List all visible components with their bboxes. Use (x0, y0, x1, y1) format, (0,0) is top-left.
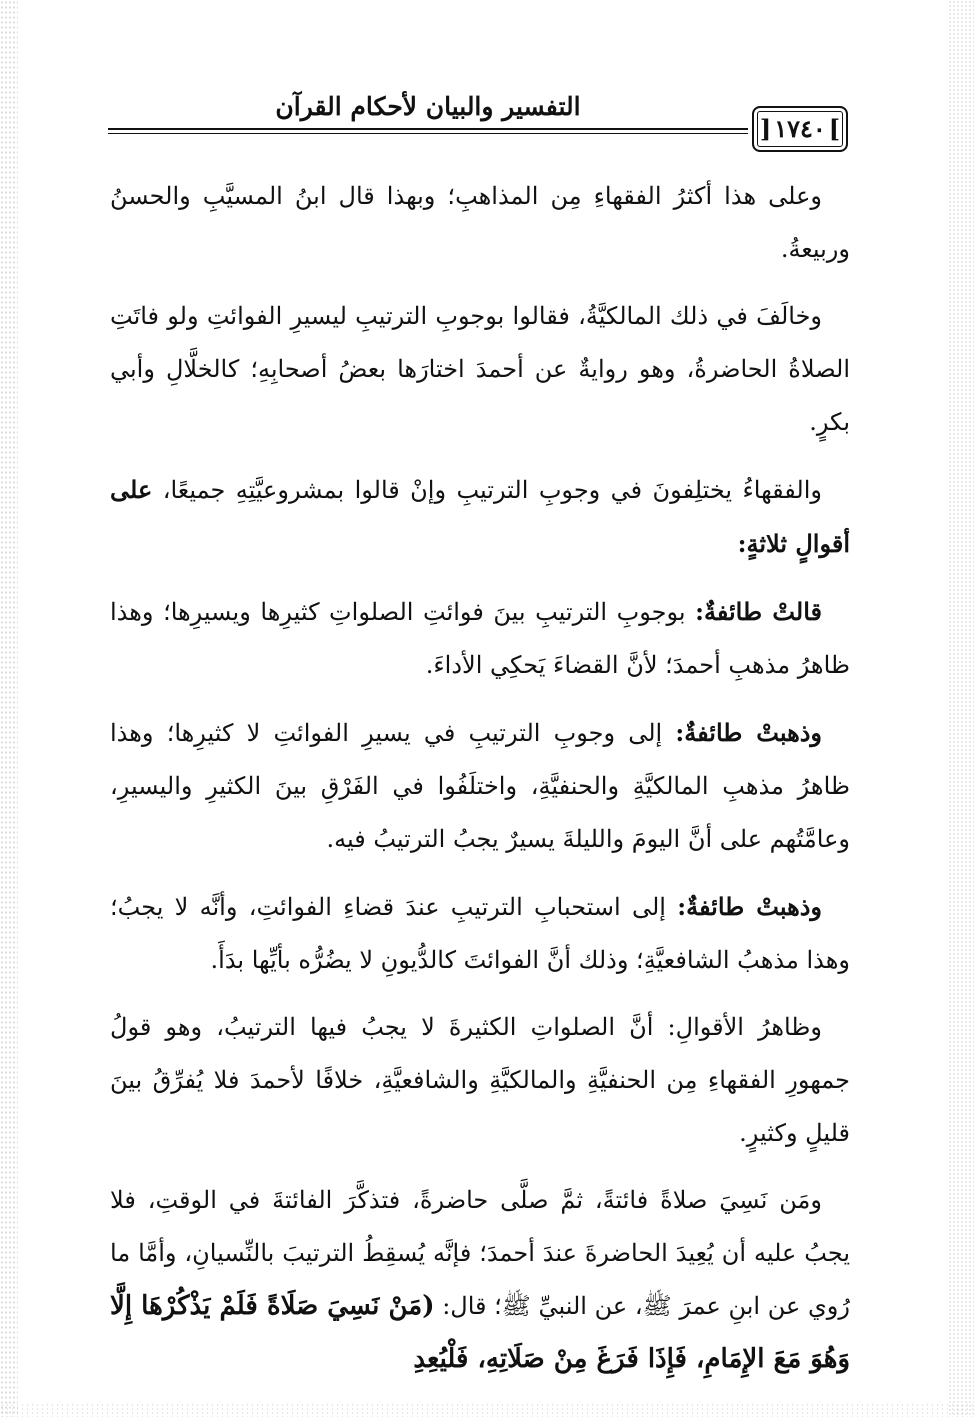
paragraph-text: والفقهاءُ يختلِفونَ في وجوبِ الترتيبِ وإنْ قالوا بمشروعيَّتِهِ جميعًا، (162, 476, 822, 504)
paragraph (110, 706, 850, 866)
page-number-frame: ] ١٧٤٠ [ (752, 106, 848, 152)
paragraph-lead-bold: قالتْ طائفةٌ: (695, 597, 823, 626)
paragraph (110, 1001, 850, 1160)
scan-edge-bottom (0, 1403, 974, 1417)
paragraph (110, 880, 850, 987)
header-rule-thin (108, 133, 748, 134)
scan-edge-left (0, 0, 18, 1417)
paragraph (110, 585, 850, 692)
page-number: ١٧٤٠ (774, 114, 826, 143)
paragraph-lead-bold: وذهبتْ طائفةٌ: (677, 892, 822, 921)
paragraph-text: إلى وجوبِ الترتيبِ في يسيرِ الفوائتِ لا كثيرِها؛ وهذا ظاهرُ مذهبِ المالكيَّةِ والحنفيَّةِ، واختلَفُوا في الفَرْقِ بينَ الكثيرِ واليسيرِ، وعامَّتُهم على أنَّ اليومَ والليلةَ يسيرٌ يجبُ الترتيبُ فيه. (110, 719, 850, 853)
paragraph-text: وعلى هذا أكثرُ الفقهاءِ مِن المذاهبِ؛ وبهذا قال ابنُ المسيَّبِ والحسنُ وربيعةُ. (110, 182, 850, 263)
paragraph (110, 1174, 850, 1386)
paragraph-lead-bold: وذهبتْ طائفةٌ: (675, 718, 822, 747)
page-body (110, 170, 850, 1400)
header-rule (108, 128, 748, 130)
page-header (108, 88, 848, 152)
book-title: التفسير والبيان لأحكام القرآن (275, 92, 581, 121)
scan-edge-right (948, 0, 974, 1417)
paragraph-lead-bold: على أقوالٍ ثلاثةٍ: (110, 475, 850, 558)
paragraph-text: وظاهرُ الأقوالِ: أنَّ الصلواتِ الكثيرةَ لا يجبُ فيها الترتيبُ، وهو قولُ جمهورِ الفقهاءِ مِن الحنفيَّةِ والمالكيَّةِ والشافعيَّةِ، خلافًا لأحمدَ فلا يُفرِّقُ بينَ قليلٍ وكثيرٍ. (110, 1013, 850, 1147)
paragraph (110, 170, 850, 276)
hadith-quote: (مَنْ نَسِيَ صَلَاةً فَلَمْ يَذْكُرْهَا إِلَّا وَهُوَ مَعَ الإِمَامِ، فَإِذَا فَرَغَ مِنْ صَلَاتِهِ، فَلْيُعِدِ (110, 1291, 850, 1374)
paragraph-text: وخالَفَ في ذلك المالكيَّةُ، فقالوا بوجوبِ الترتيبِ ليسيرِ الفوائتِ ولو فاتَتِ الصلاةُ الحاضرةُ، وهو روايةٌ عن أحمدَ اختارَها بعضُ أصحابِهِ؛ كالخلَّالِ وأبي بكرٍ. (110, 302, 850, 436)
paragraph-text: بوجوبِ الترتيبِ بينَ فوائتِ الصلواتِ كثيرِها ويسيرِها؛ وهذا ظاهرُ مذهبِ أحمدَ؛ لأنَّ القضاءَ يَحكِي الأداءَ. (110, 598, 850, 679)
paragraph (110, 290, 850, 449)
paragraph-text: ومَن نَسِيَ صلاةً فائتةً، ثمَّ صلَّى حاضرةً، فتذكَّرَ الفائتةَ في الوقتِ، فلا يجبُ عليه أن يُعِيدَ الحاضرةَ عندَ أحمدَ؛ فإنَّه يُسقِطُ الترتيبَ بالنِّسيانِ، وأمَّا ما رُوي عن ابنِ عمرَ ﷺ، عن النبيِّ ﷺ؛ قال: (110, 1186, 850, 1320)
paragraph (110, 463, 850, 571)
paragraph-text: إلى استحبابِ الترتيبِ عندَ قضاءِ الفوائتِ، وأنَّه لا يجبُ؛ وهذا مذهبُ الشافعيَّةِ؛ وذلك أنَّ الفوائتَ كالدُّيونِ لا يضُرُّه بأيِّها بدَأَ. (110, 893, 850, 974)
